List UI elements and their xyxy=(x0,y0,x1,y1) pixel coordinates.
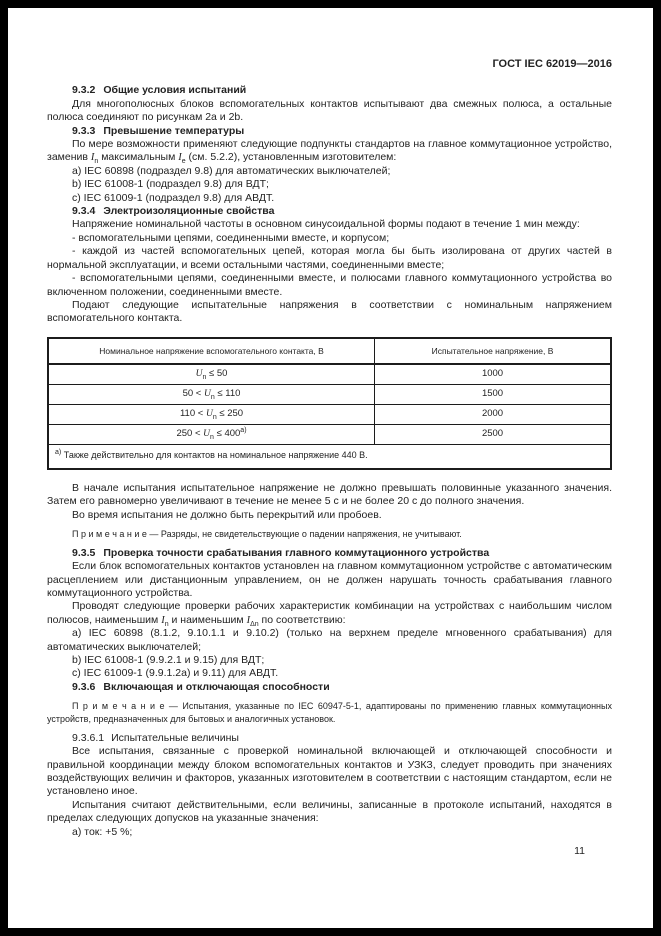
subscript-n: n xyxy=(210,433,214,441)
text-run: ≤ 400 xyxy=(213,427,241,439)
text-run: Проводят следующие проверки рабочих характеристик комбинации на устройствах с наибольшим числом полюсов, наименьшим xyxy=(47,600,612,626)
text-run: по соответствию: xyxy=(258,613,346,626)
paragraph: Для многополюсных блоков вспомогательных контактов испытывают два смежных полюса, а остальные полюса соединяют по рисункам 2a и 2b. xyxy=(47,97,612,124)
text-run: ≤ 50 xyxy=(206,367,228,379)
text-run: 50 < xyxy=(182,387,204,399)
text-run: 110 < xyxy=(179,407,206,419)
section-heading-9-3-6-1 xyxy=(47,732,612,745)
subscript-n: n xyxy=(94,158,99,166)
footnote-text: Также действительно для контактов на номинальное напряжение 440 В. xyxy=(61,450,368,461)
table-row xyxy=(48,424,611,444)
dash-item: - каждой из частей вспомогательных цепей, которая могла бы быть изолирована от других частей в нормальной эксплуатации, и всеми остальными частями, соединенными вместе; xyxy=(47,245,612,271)
test-voltage-cell: 2500 xyxy=(375,424,611,444)
paragraph: Испытания считают действительными, если величины, записанные в протоколе испытаний, находятся в пределах следующих допусков на указанные значения: xyxy=(47,798,612,825)
dash-item: - вспомогательными цепями, соединенными вместе, и полюсами главного коммутационного устройства во включенном положении, соединенными вместе. xyxy=(47,272,612,298)
symbol-I: I xyxy=(178,152,182,164)
footnote-marker: a) xyxy=(55,449,62,457)
table-footnote-row xyxy=(48,444,611,469)
section-number: 9.3.4 xyxy=(72,205,96,218)
section-heading-9-3-4 xyxy=(47,205,612,218)
table-row xyxy=(48,384,611,404)
note: П р и м е ч а н и е — Испытания, указанные по IEC 60947-5-1, адаптированы по применению главных коммутационных устройств, предназначенных для бытовых и аналогичных установок. xyxy=(47,701,612,724)
section-heading-9-3-2 xyxy=(47,84,612,97)
section-title: Проверка точности срабатывания главного коммутационного устройства xyxy=(103,546,490,559)
paragraph: Если блок вспомогательных контактов установлен на главном коммутационном устройстве с автоматическим расцеплением или дистанционным управлением, он не должен нарушать точность срабатывания главного коммутационного устройства. xyxy=(47,560,612,599)
text-run: ≤ 110 xyxy=(214,387,241,399)
voltage-range-cell xyxy=(48,424,375,444)
symbol-U: U xyxy=(203,428,211,439)
table-footnote xyxy=(48,444,611,469)
voltage-range-cell xyxy=(48,404,375,424)
paragraph: Подают следующие испытательные напряжения в соответствии с номинальным напряжением вспомогательного контакта. xyxy=(47,298,612,325)
list-item-b: b) IEC 61008-1 (подраздел 9.8) для ВДТ; xyxy=(72,178,269,191)
test-voltage-cell: 1500 xyxy=(375,384,611,404)
text-run: 250 < xyxy=(176,427,204,439)
section-title: Электроизоляционные свойства xyxy=(103,205,275,218)
table-header-test-voltage: Испытательное напряжение, В xyxy=(375,338,611,364)
list-item-c: c) IEC 61009-1 (подраздел 9.8) для АВДТ. xyxy=(72,191,275,204)
paragraph xyxy=(47,600,612,627)
section-title: Превышение температуры xyxy=(103,124,245,137)
symbol-I: I xyxy=(161,614,165,626)
table-row xyxy=(48,364,611,385)
section-number: 9.3.6.1 xyxy=(72,731,105,744)
section-number: 9.3.3 xyxy=(72,124,96,137)
section-heading-9-3-3 xyxy=(47,125,612,138)
subscript-n: n xyxy=(210,393,215,401)
section-number: 9.3.2 xyxy=(72,84,96,97)
text-run: ≤ 250 xyxy=(216,407,244,419)
paragraph: В начале испытания испытательное напряжение не должно превышать половинные указанного значения. Затем его равномерно увеличивают в течение не менее 5 с и не более 20 с до полного значения. xyxy=(47,481,612,508)
section-heading-9-3-6 xyxy=(47,681,612,694)
text-run: максимальным xyxy=(98,151,179,164)
test-voltage-cell: 1000 xyxy=(375,364,611,385)
paragraph: Во время испытания не должно быть перекрытий или пробоев. xyxy=(72,508,382,521)
table-header-row xyxy=(48,338,611,364)
subscript-e: e xyxy=(181,158,186,166)
test-voltage-table xyxy=(47,337,612,470)
footnote-ref: a) xyxy=(240,426,247,434)
list-item-b: b) IEC 61008-1 (9.9.2.1 и 9.15) для ВДТ; xyxy=(72,653,265,666)
symbol-I: I xyxy=(246,614,251,626)
note: П р и м е ч а н и е — Разряды, не свидетельствующие о падении напряжения, не учитывают. xyxy=(72,528,462,539)
subscript-delta-n: Δn xyxy=(250,620,259,628)
section-number: 9.3.5 xyxy=(72,546,96,559)
subscript-n: n xyxy=(212,413,217,421)
text-run: По мере возможности применяют следующие подпункты стандартов на главное коммутационное устройство, заменив xyxy=(47,138,612,164)
section-title: Включающая и отключающая способности xyxy=(103,680,330,693)
paragraph: Напряжение номинальной частоты в основном синусоидальной формы подают в течение 1 мин между: xyxy=(72,218,580,231)
voltage-range-cell xyxy=(48,364,375,385)
section-title: Общие условия испытаний xyxy=(103,84,247,97)
dash-item: - вспомогательными цепями, соединенными вместе, и корпусом; xyxy=(72,231,390,244)
voltage-range-cell xyxy=(48,384,375,404)
paragraph: Все испытания, связанные с проверкой номинальной включающей и отключающей способности и правильной координации между блоком вспомогательных контактов и УЗКЗ, следует проводить при значениях воздействующих величин и факторов, указанных изготовителем в соответствии с настоящим стандартом, если не установлено иное. xyxy=(47,745,612,798)
table-header-nominal-voltage: Номинальное напряжение вспомогательного контакта, В xyxy=(48,338,375,364)
symbol-U: U xyxy=(195,368,203,379)
symbol-I: I xyxy=(90,152,95,164)
text-run: (см. 5.2.2), установленным изготовителем: xyxy=(185,151,397,164)
list-item-c: c) IEC 61009-1 (9.9.1.2a) и 9.11) для АВДТ. xyxy=(72,667,279,680)
section-heading-9-3-5 xyxy=(47,547,612,560)
test-voltage-cell: 2000 xyxy=(375,404,611,424)
section-title: Испытательные величины xyxy=(111,731,239,744)
text-run: и наименьшим xyxy=(168,613,247,626)
symbol-U: U xyxy=(204,388,211,399)
subscript-n: n xyxy=(202,373,207,381)
list-item-a: a) IEC 60898 (8.1.2, 9.10.1.1 и 9.10.2) (только на верхнем пределе мгновенного срабатывания) для автоматических выключателей; xyxy=(47,627,612,653)
list-item-a: a) IEC 60898 (подраздел 9.8) для автоматических выключателей; xyxy=(72,164,391,177)
paragraph xyxy=(47,138,612,165)
page-number: 11 xyxy=(574,844,585,857)
symbol-U: U xyxy=(205,408,213,419)
list-item-a: a) ток: +5 %; xyxy=(72,825,133,838)
standard-designation: ГОСТ IEC 62019—2016 xyxy=(492,58,612,70)
table-row xyxy=(48,404,611,424)
subscript-n: n xyxy=(164,620,169,628)
section-number: 9.3.6 xyxy=(72,680,96,693)
